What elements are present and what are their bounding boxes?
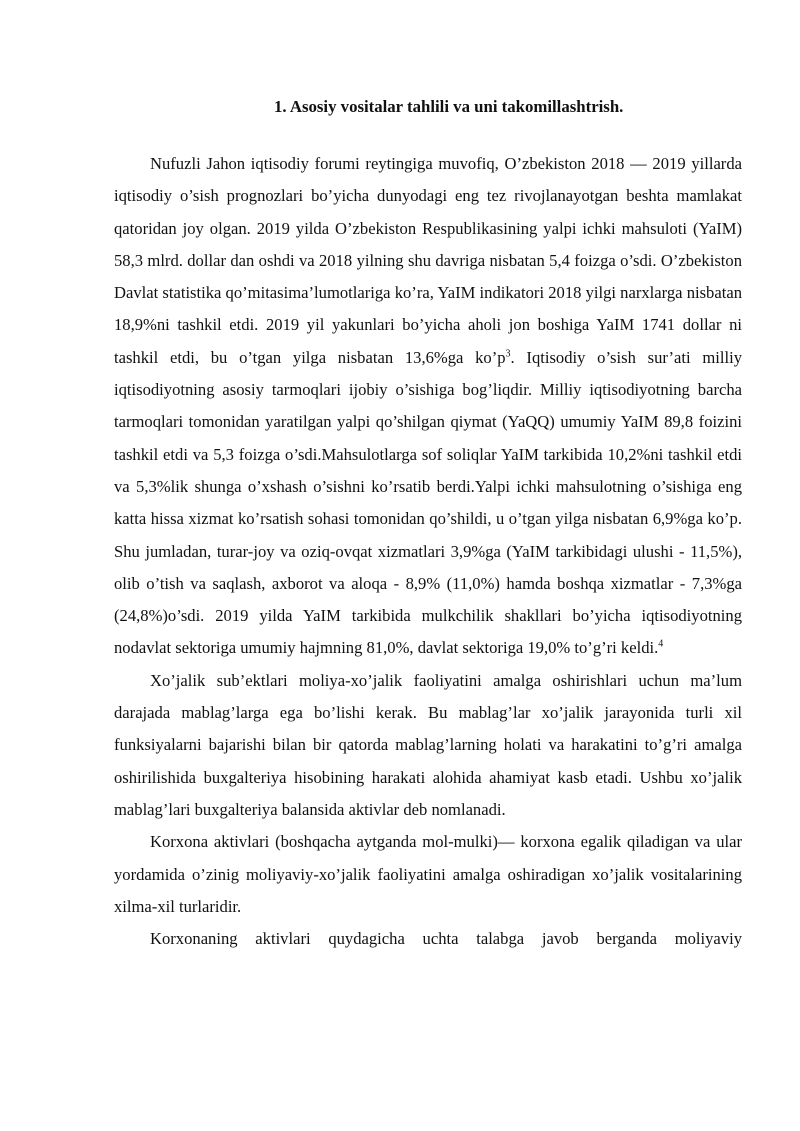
section-heading: 1. Asosiy vositalar tahlili va uni takomillashtrish.: [274, 97, 624, 116]
paragraph-gdp-growth: [114, 148, 742, 665]
body-text: [114, 148, 742, 955]
footnote-marker: 3: [505, 348, 511, 360]
paragraph-enterprise-assets: Korxona aktivlari (boshqacha aytganda mol-mulki)— korxona egalik qiladigan va ular yordamida o’zinig moliyaviy-xo’jalik faoliyatini amalga oshiradigan xo’jalik vositalarining xilma-xil turlaridir.: [114, 832, 742, 916]
paragraph-text: Nufuzli Jahon iqtisodiy forumi reytingiga muvofiq, O’zbekiston 2018 — 2019 yillarda iqtisodiy o’sish prognozlari bo’yicha dunyodagi eng tez rivojlanayotgan beshta mamlakat qatoridan joy olgan. 2019 yilda O’zbekiston Respublikasining yalpi ichki mahsuloti (YaIM) 58,3 mlrd. dollar dan oshdi va 2018 yilning shu davriga nisbatan 5,4 foizga o’sdi. O’zbekiston Davlat statistika qo’mitasima’lumotlariga ko’ra, YaIM indikatori 2018 yilgi narxlarga nisbatan 18,9%ni tashkil etdi. 2019 yil yakunlari bo’yicha aholi jon boshiga YaIM 1741 dollar ni tashkil etdi, bu o’tgan yilga nisbatan 13,6%ga ko’p: [114, 154, 742, 367]
paragraph-asset-requirements: Korxonaning aktivlari quydagicha uchta talabga javob berganda moliyaviy: [150, 929, 742, 949]
paragraph-text-continued: . Iqtisodiy o’sish sur’ati milliy iqtisodiyotning asosiy tarmoqlari ijobiy o’sishiga bog’liqdir. Milliy iqtisodiyotning barcha tarmoqlari tomonidan yaratilgan yalpi qo’shilgan qiymat (YaQQ) umumiy YaIM 89,8 foizini tashkil etdi va 5,3 foizga o’sdi.Mahsulotlarga sof soliqlar YaIM tarkibida 10,2%ni tashkil etdi va 5,3%lik shunga o’xshash o’sishni ko’rsatib berdi.Yalpi ichki mahsulotning o’sishiga eng katta hissa xizmat ko’rsatish sohasi tomonidan qo’shildi, u o’tgan yilga nisbatan 6,9%ga ko’p. Shu jumladan, turar-joy va oziq-ovqat xizmatlari 3,9%ga (YaIM tarkibidagi ulushi - 11,5%), olib o’tish va saqlash, axborot va aloqa - 8,9% (11,0%) hamda boshqa xizmatlar - 7,3%ga (24,8%)o’sdi. 2019 yilda YaIM tarkibida mulkchilik shakllari bo’yicha iqtisodiyotning nodavlat sektoriga umumiy hajmning 81,0%, davlat sektoriga 19,0% to’g’ri keldi.: [114, 347, 742, 658]
footnote-marker: 4: [658, 638, 664, 650]
paragraph-economic-entities: Xo’jalik sub’ektlari moliya-xo’jalik faoliyatini amalga oshirishlari uchun ma’lum darajada mablag’larga ega bo’lishi kerak. Bu mablag’lar xo’jalik jarayonida turli xil funksiyalarni bajarishi bilan bir qatorda mablag’larning holati va harakatini to’g’ri amalga oshirilishida buxgalteriya hisobining harakati alohida ahamiyat kasb etadi. Ushbu xo’jalik mablag’lari buxgalteriya balansida aktivlar deb nomlanadi.: [114, 670, 742, 819]
